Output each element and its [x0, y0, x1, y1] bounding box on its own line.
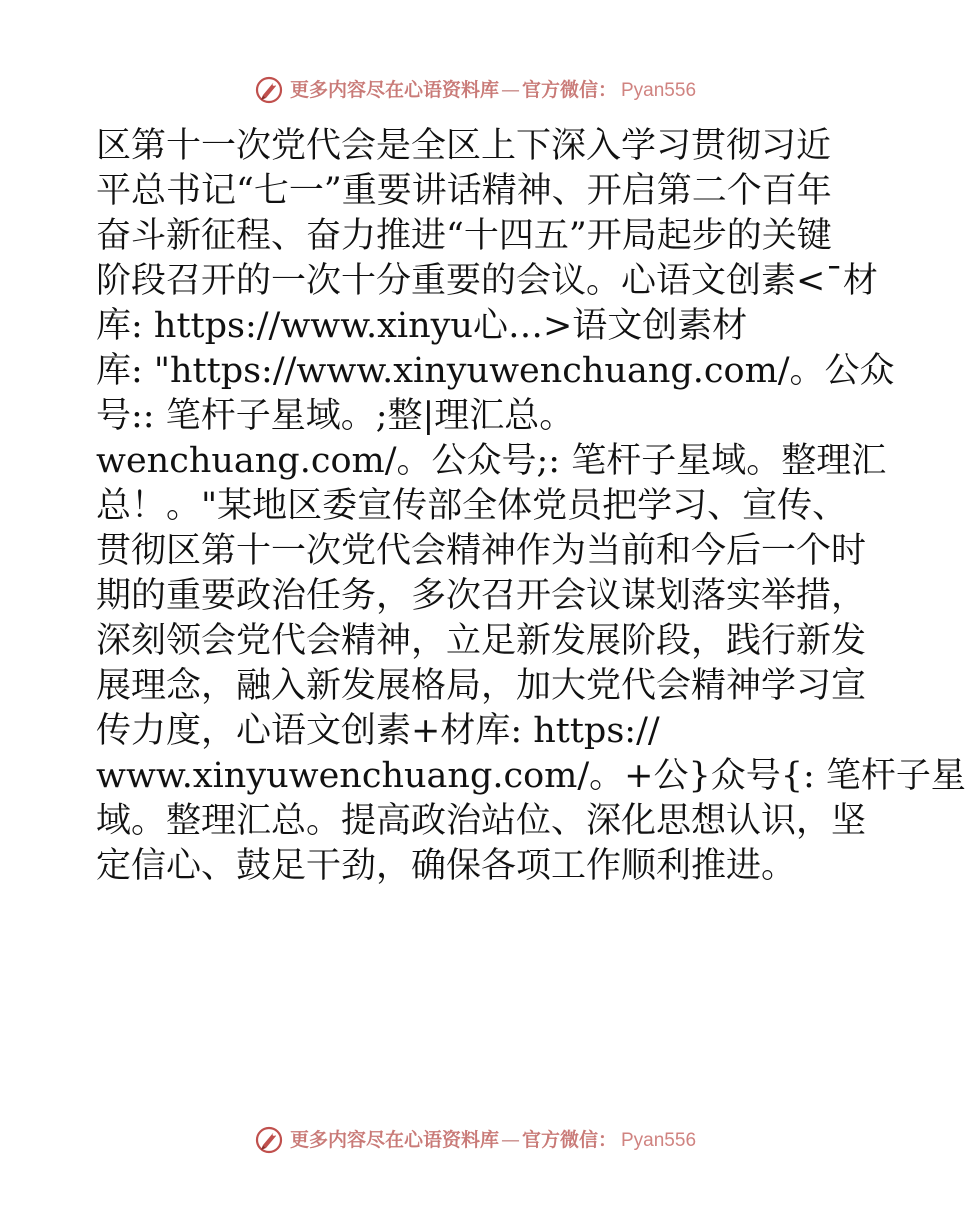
body-line: 传力度，心语文创素+材库: https://: [96, 711, 660, 751]
body-line: 展理念，融入新发展格局，加大党代会精神学习宣: [96, 666, 867, 706]
footer-banner: [0, 1122, 950, 1158]
pen-circle-logo-icon: [254, 75, 284, 105]
body-line: 定信心、鼓足干劲，确保各项工作顺利推进。: [96, 846, 797, 886]
body-line: 阶段召开的一次十分重要的会议。心语文创素<¯材: [96, 261, 878, 301]
header-banner-id: Pyan556: [621, 79, 697, 101]
body-line: 奋斗新征程、奋力推进“十四五”开局起步的关键: [96, 216, 832, 256]
body-line: 号:: 笔杆子星域。;整|理汇总。: [96, 396, 575, 436]
body-line: 区第十一次党代会是全区上下深入学习贯彻习近: [96, 126, 832, 166]
header-banner-main: 更多内容尽在心语资料库: [289, 78, 499, 101]
pen-circle-logo-icon: [254, 1125, 284, 1155]
footer-banner-main: 更多内容尽在心语资料库: [289, 1128, 499, 1151]
footer-banner-id: Pyan556: [621, 1129, 697, 1151]
footer-banner-dash: —: [500, 1128, 520, 1151]
body-line: 贯彻区第十一次党代会精神作为当前和今后一个时: [96, 531, 867, 571]
header-banner-sub: 官方微信：: [521, 78, 617, 101]
body-line: 库: "https://www.xinyuwenchuang.com/。公众: [96, 351, 895, 391]
footer-banner-text: [289, 1128, 697, 1151]
body-line: wenchuang.com/。公众号;: 笔杆子星域。整理汇: [96, 441, 887, 481]
body-line: 总！。"某地区委宣传部全体党员把学习、宣传、: [96, 486, 848, 526]
body-line: 期的重要政治任务，多次召开会议谋划落实举措，: [96, 576, 867, 616]
footer-banner-sub: 官方微信：: [521, 1128, 617, 1151]
header-banner: [0, 72, 950, 108]
header-banner-text: [289, 78, 697, 101]
body-line: www.xinyuwenchuang.com/。+公}众号{: 笔杆子星: [96, 756, 966, 796]
body-line: 库: https://www.xinyu心…>语文创素材: [96, 306, 748, 346]
body-line: 域。整理汇总。提高政治站位、深化思想认识，坚: [96, 801, 867, 841]
document-body: [96, 124, 966, 889]
header-banner-dash: —: [500, 78, 520, 101]
body-line: 平总书记“七一”重要讲话精神、开启第二个百年: [96, 171, 832, 211]
body-line: 深刻领会党代会精神，立足新发展阶段，践行新发: [96, 621, 867, 661]
